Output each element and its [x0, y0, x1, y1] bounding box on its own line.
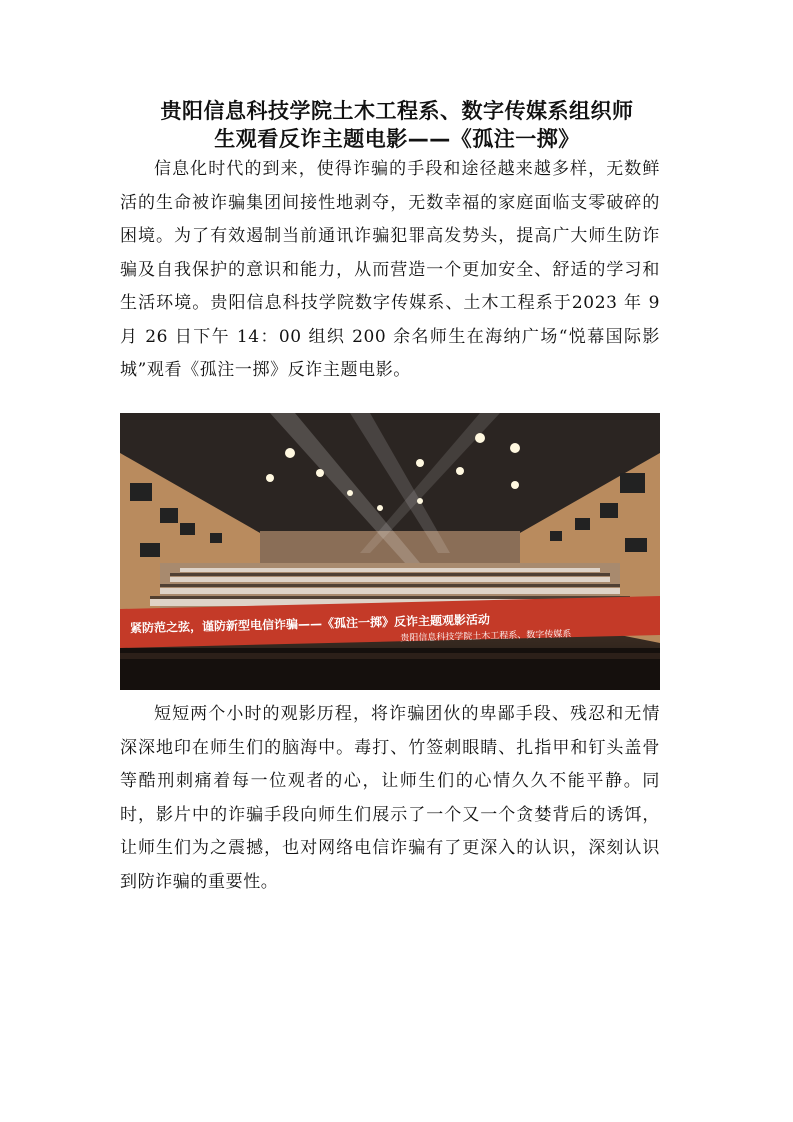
title-line-1: 贵阳信息科技学院土木工程系、数字传媒系组织师	[160, 99, 634, 123]
paragraph-2: 短短两个小时的观影历程，将诈骗团伙的卑鄙手段、残忍和无情深深地印在师生们的脑海中。毒打、竹签刺眼睛、扎指甲和钉头盖骨等酷刑刺痛着每一位观者的心，让师生们的心情久久不能平静。同时，影片中的诈骗手段向师生们展示了一个又一个贪婪背后的诱饵，让师生们为之震撼，也对网络电信诈骗有了更深入的认识，深刻认识到防诈骗的重要性。	[120, 704, 660, 892]
banner-line-1: 紧防范之弦，谨防新型电信诈骗——《孤注一掷》反诈主题观影活动	[129, 612, 491, 636]
title-line-2: 生观看反诈主题电影——《孤注一掷》	[214, 127, 580, 151]
paragraph-1: 信息化时代的到来，使得诈骗的手段和途径越来越多样，无数鲜活的生命被诈骗集团间接性地剥夺，无数幸福的家庭面临支零破碎的困境。为了有效遏制当前通讯诈骗犯罪高发势头，提高广大师生防诈骗及自我保护的意识和能力，从而营造一个更加安全、舒适的学习和生活环境。贵阳信息科技学院数字传媒系、土木工程系于2023 年 9 月 26 日下午 14：00 组织 200 余名师生在海纳广场“悦幕国际影城”观看《孤注一掷》反诈主题电影。	[120, 159, 660, 380]
banner-line-2: 贵阳信息科技学院土木工程系、数字传媒系	[400, 629, 572, 644]
document-title	[110, 97, 684, 153]
cinema-photo	[120, 413, 660, 690]
